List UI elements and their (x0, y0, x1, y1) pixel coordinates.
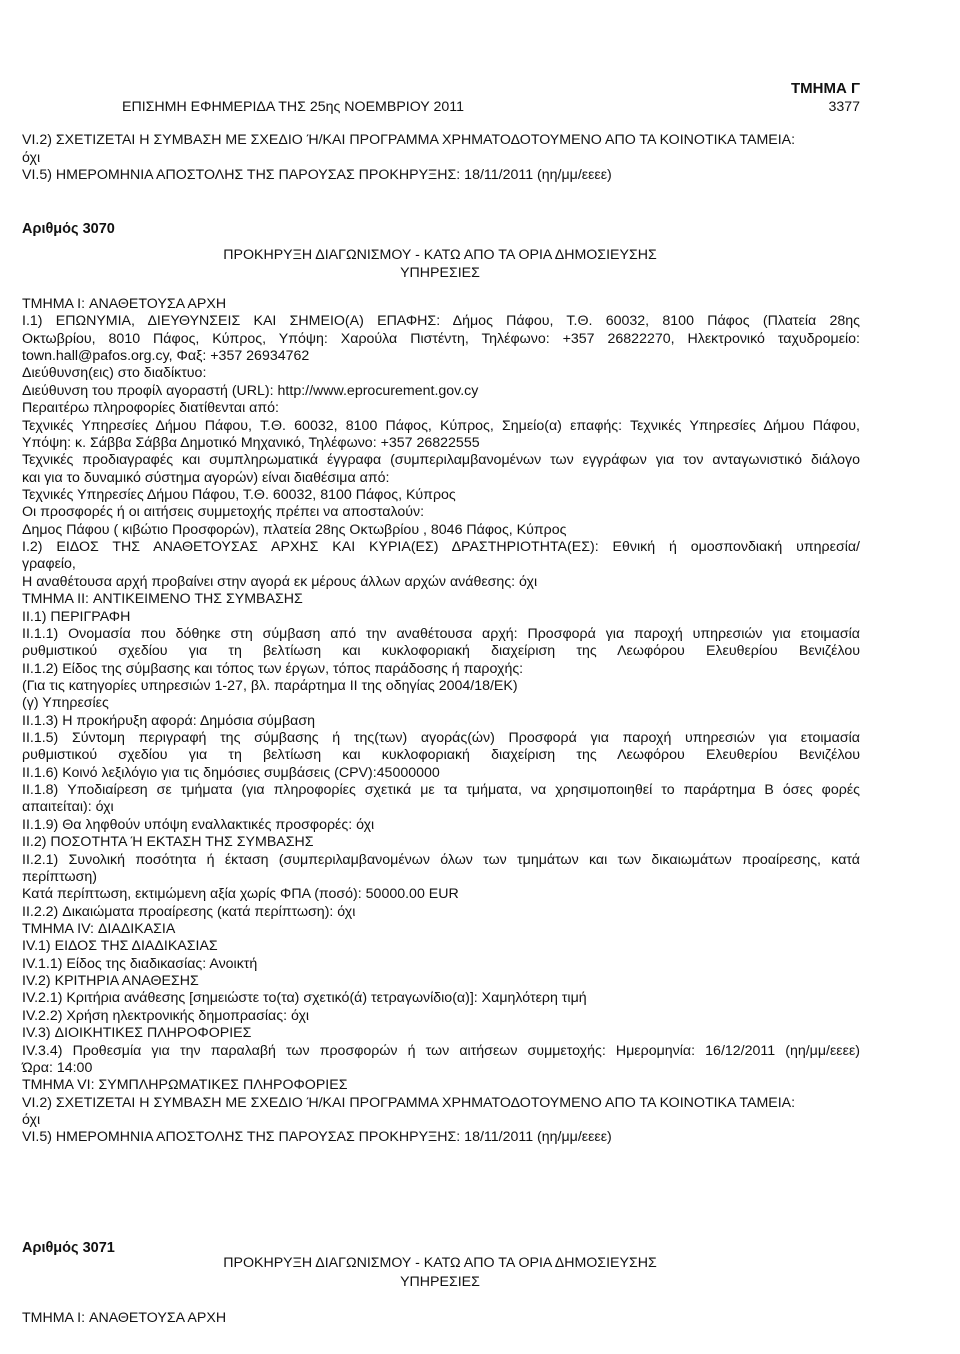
notice-line: II.1.2) Είδος της σύμβασης και τόπος των έργων, τόπος παράδοσης ή παροχής: (22, 660, 524, 677)
notice-line: I.2) ΕΙΔΟΣ ΤΗΣ ΑΝΑΘΕΤΟΥΣΑΣ ΑΡΧΗΣ ΚΑΙ ΚΥΡΙΑ(ΕΣ) ΔΡΑΣΤΗΡΙΟΤΗΤΑ(ΕΣ): Εθνική ή ομοσπονδιακή υπηρεσία/ (22, 539, 860, 555)
notice-line: Οκτωβρίου, 8010 Πάφος, Κύπρος, Υπόψη: Χαρούλα Πιστέντη, Τηλέφωνο: +357 26822270, Ηλεκτρονικό ταχυδρομείο: (22, 330, 860, 347)
notice-line: II.1.1) Ονομασία που δόθηκε στη σύμβαση από την αναθέτουσα αρχή: Προσφορά για παροχή υπηρεσιών για ετοιμασία (22, 625, 860, 642)
notice-line: (Για τις κατηγορίες υπηρεσιών 1-27, βλ. παράρτημα II της οδηγίας 2004/18/ΕΚ) (22, 677, 518, 694)
notice-line: Διεύθυνση του προφίλ αγοραστή (URL): http://www.eprocurement.gov.cy (22, 382, 479, 399)
notice-line: II.2) ΠΟΣΟΤΗΤΑ Ή ΕΚΤΑΣΗ ΤΗΣ ΣΥΜΒΑΣΗΣ (22, 834, 314, 851)
notice-line: II.1.5) Σύντομη περιγραφή της σύμβασης ή της(των) αγοράς(ών) Προσφορά για παροχή υπηρεσιών για ετοιμασία (22, 730, 860, 746)
notice-line: ΤΜΗΜΑ II: ΑΝΤΙΚΕΙΜΕΝΟ ΤΗΣ ΣΥΜΒΑΣΗΣ (22, 591, 303, 608)
notice-line: γραφείο, (22, 556, 76, 573)
notice-number: Αριθμός 3070 (22, 221, 115, 237)
notice-line: IV.2.1) Κριτήρια ανάθεσης [σημειώστε το(τα) σχετικό(ά) τετραγωνίδιο(α)]: Χαμηλότερη τιμή (22, 990, 587, 1007)
notice-line: Τεχνικές προδιαγραφές και συμπληρωματικά έγγραφα (συμπεριλαμβανομένων των εγγράφων για τον ανταγωνιστικό διάλογο (22, 452, 860, 469)
notice-line: ΤΜΗΜΑ IV: ΔΙΑΔΙΚΑΣΙΑ (22, 921, 176, 937)
notice-line: ρυθμιστικού σχεδίου για τη βελτίωση και κυκλοφοριακή διαχείριση της Λεωφόρου Ελευθερίου Βενιζέλου (22, 747, 860, 764)
notice-line: ΤΜΗΜΑ I: ΑΝΑΘΕΤΟΥΣΑ ΑΡΧΗ (22, 296, 227, 312)
notice-number: Αριθμός 3071 (22, 1240, 115, 1256)
gazette-title: ΕΠΙΣΗΜΗ ΕΦΗΜΕΡΙΔΑ ΤΗΣ 25ης ΝΟΕΜΒΡΙΟΥ 2011 (122, 99, 464, 115)
notice-line: Δημος Πάφου ( κιβώτιο Προσφορών), πλατεία 28ης Οκτωβρίου , 8046 Πάφος, Κύπρος (22, 521, 567, 538)
notice-line: περίπτωση) (22, 868, 97, 885)
notice-subtitle: ΥΠΗΡΕΣΙΕΣ (400, 265, 480, 281)
notice-line: (γ) Υπηρεσίες (22, 695, 109, 712)
section-label: ΤΜΗΜΑ Γ (790, 80, 860, 97)
notice-line: Τεχνικές Υπηρεσίες Δήμου Πάφου, Τ.Θ. 60032, 8100 Πάφος, Κύπρος (22, 487, 456, 503)
notice-line: IV.3) ΔΙΟΙΚΗΤΙΚΕΣ ΠΛΗΡΟΦΟΡΙΕΣ (22, 1025, 252, 1042)
vi5-date: VI.5) ΗΜΕΡΟΜΗΝΙΑ ΑΠΟΣΤΟΛΗΣ ΤΗΣ ΠΑΡΟΥΣΑΣ ΠΡΟΚΗΡΥΞΗΣ: 18/11/2011 (ηη/μμ/εεεε) (22, 167, 612, 183)
notice-line: I.1) ΕΠΩΝΥΜΙΑ, ΔΙΕΥΘΥΝΣΕΙΣ ΚΑΙ ΣΗΜΕΙΟ(Α) ΕΠΑΦΗΣ: Δήμος Πάφου, Τ.Θ. 60032, 8100 Πάφος (Πλατεία 28ης (22, 313, 860, 330)
notice-line: και για το δυναμικό σύστημα αγορών) είναι διαθέσιμα από: (22, 469, 390, 486)
notice-line: IV.2.2) Χρήση ηλεκτρονικής δημοπρασίας: όχι (22, 1007, 310, 1024)
notice-line: Η αναθέτουσα αρχή προβαίνει στην αγορά εκ μέρους άλλων αρχών ανάθεσης: όχι (22, 573, 538, 590)
notice-line: απαιτείται): όχι (22, 799, 114, 816)
notice-line: II.1.8) Υποδιαίρεση σε τμήματα (για πληροφορίες σχετικά με τα τμήματα, να χρησιμοποιηθεί το παράρτημα B όσες φορές (22, 782, 860, 799)
notice-line: II.1.3) Η προκήρυξη αφορά: Δημόσια σύμβαση (22, 712, 315, 729)
notice-line: II.1.6) Κοινό λεξιλόγιο για τις δημόσιες συμβάσεις (CPV):45000000 (22, 764, 440, 781)
notice-subtitle: ΥΠΗΡΕΣΙΕΣ (400, 1274, 480, 1290)
section-heading: ΤΜΗΜΑ I: ΑΝΑΘΕΤΟΥΣΑ ΑΡΧΗ (22, 1310, 227, 1326)
notice-line: Περαιτέρω πληροφορίες διατίθενται από: (22, 400, 280, 417)
notice-line: ΤΜΗΜΑ VI: ΣΥΜΠΛΗΡΩΜΑΤΙΚΕΣ ΠΛΗΡΟΦΟΡΙΕΣ (22, 1077, 348, 1094)
notice-line: IV.1.1) Είδος της διαδικασίας: Ανοικτή (22, 955, 258, 972)
notice-line: II.1.9) Θα ληφθούν υπόψη εναλλακτικές προσφορές: όχι (22, 816, 375, 833)
notice-line: VI.2) ΣΧΕΤΙΖΕΤΑΙ Η ΣΥΜΒΑΣΗ ΜΕ ΣΧΕΔΙΟ Ή/ΚΑΙ ΠΡΟΓΡΑΜΜΑ ΧΡΗΜΑΤΟΔΟΤΟΥΜΕΝΟ ΑΠΟ ΤΑ ΚΟΙΝΟΤΙΚΑ ΤΑΜΕΙΑ: (22, 1094, 796, 1111)
notice-line: Οι προσφορές ή οι αιτήσεις συμμετοχής πρέπει να αποσταλούν: (22, 504, 425, 521)
notice-line: IV.3.4) Προθεσμία για την παραλαβή των προσφορών ή των αιτήσεων συμμετοχής: Ημερομηνία: 16/12/2011 (ηη/μμ/εεεε) (22, 1042, 860, 1059)
vi2-question: VI.2) ΣΧΕΤΙΖΕΤΑΙ Η ΣΥΜΒΑΣΗ ΜΕ ΣΧΕΔΙΟ Ή/ΚΑΙ ΠΡΟΓΡΑΜΜΑ ΧΡΗΜΑΤΟΔΟΤΟΥΜΕΝΟ ΑΠΟ ΤΑ ΚΟΙΝΟΤΙΚΑ ΤΑΜΕΙΑ: (22, 132, 796, 148)
vi2-answer: όχι (22, 150, 41, 166)
notice-title: ΠΡΟΚΗΡΥΞΗ ΔΙΑΓΩΝΙΣΜΟΥ - ΚΑΤΩ ΑΠΟ ΤΑ ΟΡΙΑ ΔΗΜΟΣΙΕΥΣΗΣ (223, 247, 657, 263)
notice-line: Τεχνικές Υπηρεσίες Δήμου Πάφου, Τ.Θ. 60032, 8100 Πάφος, Κύπρος, Σημείο(α) επαφής: Τεχνικές Υπηρεσίες Δήμου Πάφου, (22, 417, 860, 434)
notice-line: II.2.1) Συνολική ποσότητα ή έκταση (συμπεριλαμβανομένων όλων των τμημάτων και των δικαιωμάτων προαίρεσης, κατά (22, 851, 860, 868)
notice-line: Κατά περίπτωση, εκτιμώμενη αξία χωρίς ΦΠΑ (ποσό): 50000.00 EUR (22, 886, 459, 903)
notice-line: IV.2) ΚΡΙΤΗΡΙΑ ΑΝΑΘΕΣΗΣ (22, 973, 199, 989)
notice-line: VI.5) ΗΜΕΡΟΜΗΝΙΑ ΑΠΟΣΤΟΛΗΣ ΤΗΣ ΠΑΡΟΥΣΑΣ ΠΡΟΚΗΡΥΞΗΣ: 18/11/2011 (ηη/μμ/εεεε) (22, 1129, 612, 1146)
page-number: 3377 (828, 99, 860, 115)
notice-line: IV.1) ΕΙΔΟΣ ΤΗΣ ΔΙΑΔΙΚΑΣΙΑΣ (22, 938, 218, 955)
notice-line: II.2.2) Δικαιώματα προαίρεσης (κατά περίπτωση): όχι (22, 903, 356, 920)
notice-line: όχι (22, 1111, 41, 1128)
notice-line: ρυθμιστικού σχεδίου για τη βελτίωση και κυκλοφοριακή διαχείριση της Λεωφόρου Ελευθερίου Βενιζέλου (22, 643, 860, 660)
notice-line: Ώρα: 14:00 (22, 1059, 93, 1076)
notice-line: town.hall@pafos.org.cy, Φαξ: +357 26934762 (22, 348, 310, 365)
notice-line: II.1) ΠΕΡΙΓΡΑΦΗ (22, 608, 131, 625)
notice-line: Υπόψη: κ. Σάββα Σάββα Δημοτικό Μηχανικό, Τηλέφωνο: +357 26822555 (22, 434, 480, 451)
notice-title: ΠΡΟΚΗΡΥΞΗ ΔΙΑΓΩΝΙΣΜΟΥ - ΚΑΤΩ ΑΠΟ ΤΑ ΟΡΙΑ ΔΗΜΟΣΙΕΥΣΗΣ (223, 1255, 657, 1271)
notice-line: Διεύθυνση(εις) στο διαδίκτυο: (22, 365, 207, 382)
